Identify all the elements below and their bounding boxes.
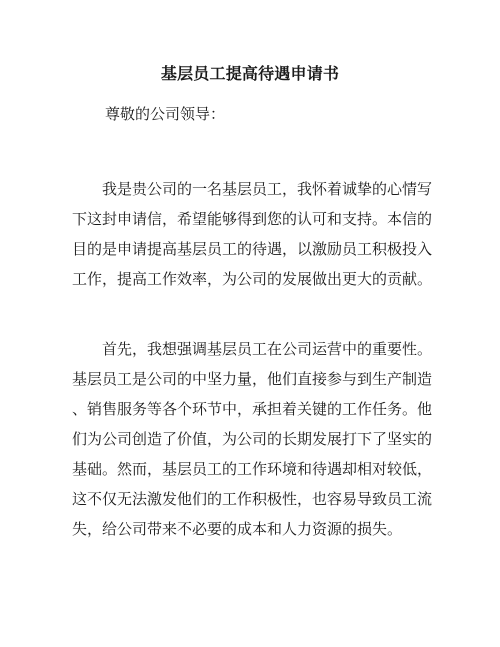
paragraph-line: 、销售服务等各个环节中，承担着关键的工作任务。他 xyxy=(72,400,433,418)
paragraph-line: 基础。然而，基层员工的工作环境和待遇却相对较低， xyxy=(72,460,433,478)
salutation: 尊敬的公司领导： xyxy=(105,105,226,123)
paragraph-line: 目的是申请提高基层员工的待遇，以激励员工积极投入 xyxy=(72,240,433,258)
paragraph-line: 下这封申请信，希望能够得到您的认可和支持。本信的 xyxy=(72,210,433,228)
paragraph-1 xyxy=(72,174,442,294)
paragraph-line: 这不仅无法激发他们的工作积极性，也容易导致员工流 xyxy=(72,490,433,508)
paragraph-2 xyxy=(72,334,442,544)
paragraph-line: 失，给公司带来不必要的成本和人力资源的损失。 xyxy=(72,520,403,538)
paragraph-line: 们为公司创造了价值，为公司的长期发展打下了坚实的 xyxy=(72,430,433,448)
paragraph-line: 我是贵公司的一名基层员工，我怀着诚挚的心情写 xyxy=(72,180,433,198)
paragraph-line: 首先，我想强调基层员工在公司运营中的重要性。 xyxy=(72,340,433,358)
document-title: 基层员工提高待遇申请书 xyxy=(160,64,340,83)
paragraph-line: 工作，提高工作效率，为公司的发展做出更大的贡献。 xyxy=(72,270,433,288)
paragraph-line: 基层员工是公司的中坚力量，他们直接参与到生产制造 xyxy=(72,370,433,388)
